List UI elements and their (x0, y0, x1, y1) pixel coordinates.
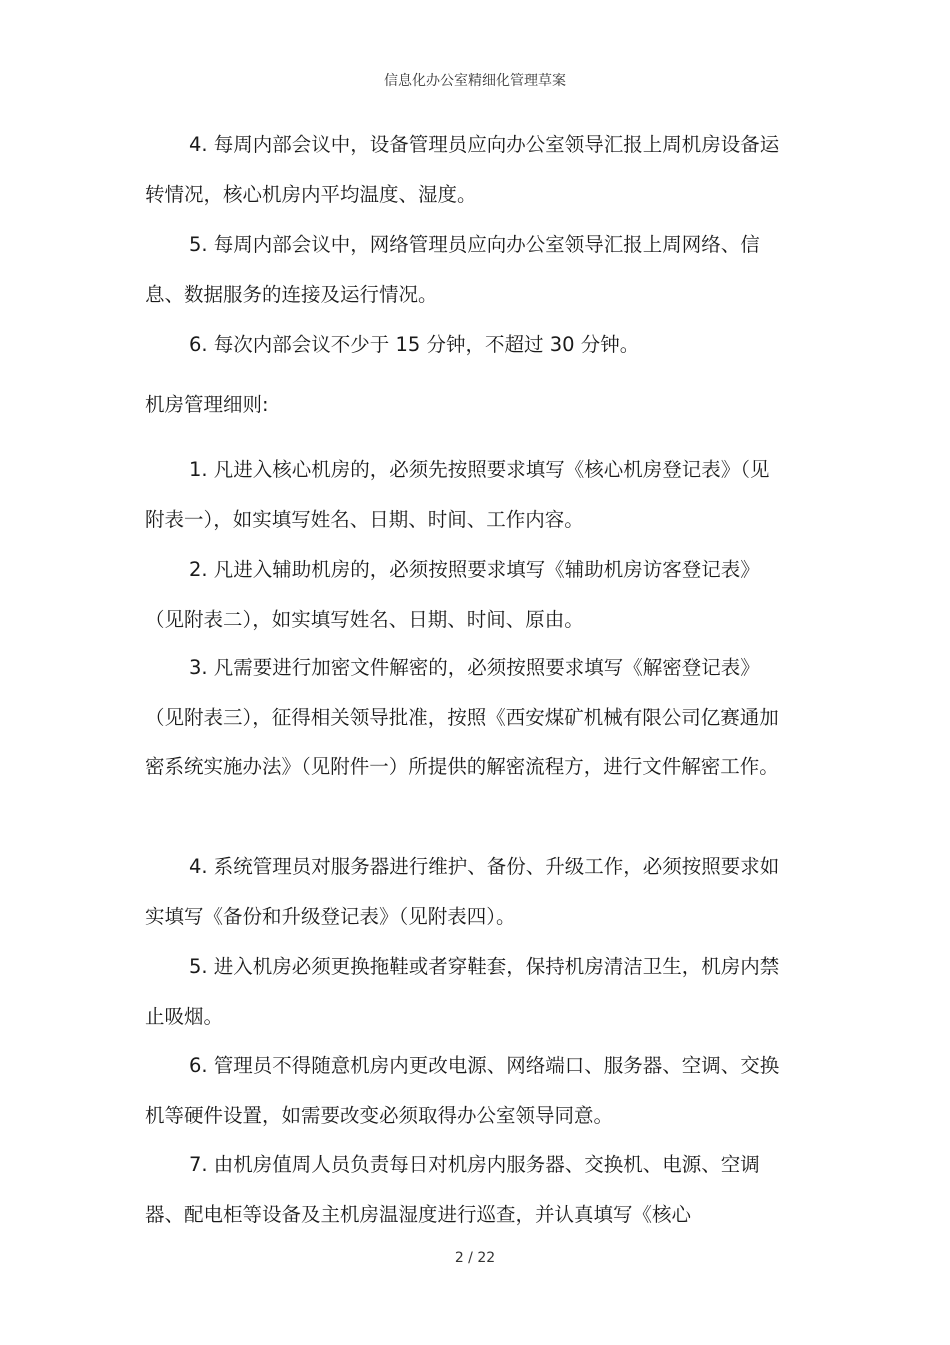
paragraph-6: 3. 凡需要进行加密文件解密的，必须按照要求填写《解密登记表》（见附表三），征得相关领导批准，按照《西安煤矿机械有限公司亿赛通加密系统实施办法》（见附件一）所提供的解密流程方，进行文件解密工作。 (145, 656, 779, 778)
paragraph-7: 4. 系统管理员对服务器进行维护、备份、升级工作，必须按照要求如实填写《备份和升级登记表》（见附表四）。 (145, 855, 780, 928)
page-number: 2 / 22 (454, 1250, 496, 1266)
paragraph-9: 6. 管理员不得随意机房内更改电源、网络端口、服务器、空调、交换机等硬件设置，如需要改变必须取得办公室领导同意。 (145, 1054, 780, 1127)
paragraph-8: 5. 进入机房必须更换拖鞋或者穿鞋套，保持机房清洁卫生，机房内禁止吸烟。 (145, 955, 780, 1028)
paragraph-3: 6. 每次内部会议不少于 15 分钟，不超过 30 分钟。 (189, 333, 640, 356)
paragraph-1: 4. 每周内部会议中，设备管理员应向办公室领导汇报上周机房设备运转情况，核心机房内平均温度、湿度。 (145, 133, 780, 206)
paragraph-2: 5. 每周内部会议中，网络管理员应向办公室领导汇报上周网络、信息、数据服务的连接及运行情况。 (145, 233, 760, 306)
paragraph-5: 2. 凡进入辅助机房的，必须按照要求填写《辅助机房访客登记表》（见附表二），如实填写姓名、日期、时间、原由。 (145, 558, 760, 631)
page-header-title: 信息化办公室精细化管理草案 (384, 73, 566, 89)
paragraph-10: 7. 由机房值周人员负责每日对机房内服务器、交换机、电源、空调器、配电柜等设备及主机房温湿度进行巡查，并认真填写《核心 (145, 1153, 760, 1226)
paragraph-4: 1. 凡进入核心机房的，必须先按照要求填写《核心机房登记表》（见附表一），如实填写姓名、日期、时间、工作内容。 (145, 458, 770, 531)
section-heading: 机房管理细则: (145, 393, 269, 416)
